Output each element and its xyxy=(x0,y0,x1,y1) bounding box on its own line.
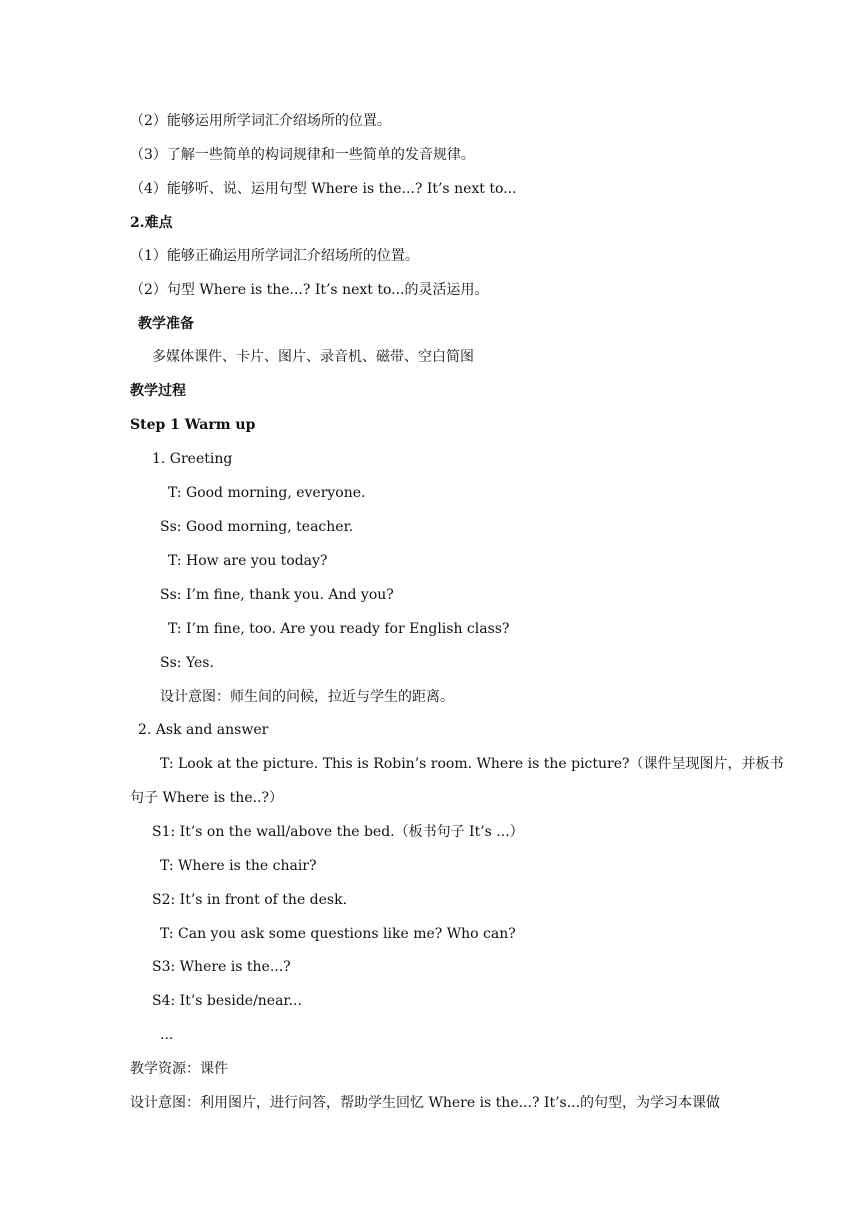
text-line: 2. Ask and answer xyxy=(138,722,269,738)
text-line: S3: Where is the...? xyxy=(152,959,291,975)
section-heading: 教学准备 xyxy=(138,316,194,332)
text-line: （1）能够正确运用所学词汇介绍场所的位置。 xyxy=(130,248,419,264)
text-line: 1. Greeting xyxy=(152,451,233,467)
text-line: T: Look at the picture. This is Robin’s room. Where is the picture?（课件呈现图片，并板书 xyxy=(160,756,784,772)
text-line: T: I’m fine, too. Are you ready for English class? xyxy=(168,621,510,637)
text-line: S1: It’s on the wall/above the bed.（板书句子 It’s ...） xyxy=(152,824,524,840)
text-line: Ss: I’m fine, thank you. And you? xyxy=(160,587,394,603)
text-line: （2）能够运用所学词汇介绍场所的位置。 xyxy=(130,113,391,129)
text-line: Ss: Yes. xyxy=(160,655,214,671)
text-line: 设计意图：利用图片，进行问答，帮助学生回忆 Where is the...? It’s...的句型，为学习本课做 xyxy=(130,1095,721,1111)
text-line: 设计意图：师生间的问候，拉近与学生的距离。 xyxy=(160,689,454,705)
text-line: ... xyxy=(160,1027,174,1043)
text-line: T: How are you today? xyxy=(168,553,328,569)
text-line: （2）句型 Where is the...? It’s next to...的灵活运用。 xyxy=(130,282,489,298)
text-line: T: Where is the chair? xyxy=(160,858,317,874)
text-line: 多媒体课件、卡片、图片、录音机、磁带、空白简图 xyxy=(152,349,474,365)
text-line: Ss: Good morning, teacher. xyxy=(160,519,354,535)
text-line: （4）能够听、说、运用句型 Where is the...? It’s next to... xyxy=(130,181,517,197)
section-heading: 2.难点 xyxy=(130,215,173,231)
text-line: T: Can you ask some questions like me? Who can? xyxy=(160,926,516,942)
text-line: （3）了解一些简单的构词规律和一些简单的发音规律。 xyxy=(130,147,475,163)
section-heading: 教学过程 xyxy=(130,383,186,399)
text-line: S2: It’s in front of the desk. xyxy=(152,892,348,908)
section-heading: Step 1 Warm up xyxy=(130,417,256,433)
text-line: 教学资源：课件 xyxy=(130,1061,228,1077)
text-line: S4: It’s beside/near... xyxy=(152,993,302,1009)
text-line: 句子 Where is the..?） xyxy=(130,790,284,806)
text-line: T: Good morning, everyone. xyxy=(168,485,366,501)
